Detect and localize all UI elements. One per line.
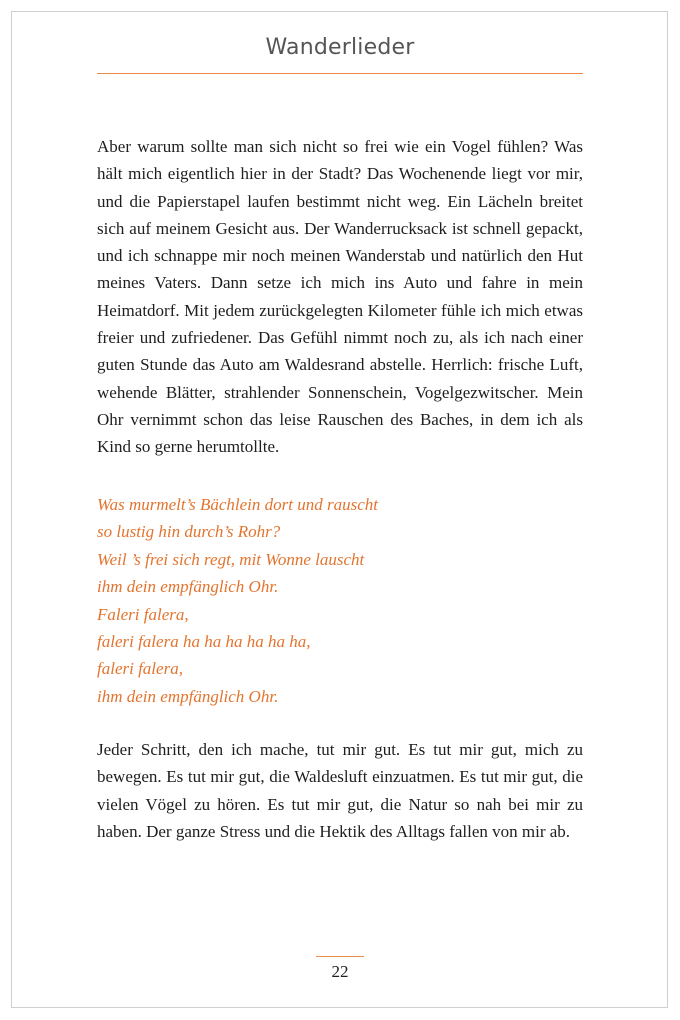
running-header-title: Wanderlieder [265, 35, 415, 60]
body-paragraph-1: Aber warum sollte man sich nicht so frei wie ein Vogel fühlen? Was hält mich eigentlich hier in der Stadt? Das Wochenende liegt vor mir, und die Papierstapel laufen bestimmt nicht weg. Ein Lächeln breitet sich auf meinem Gesicht aus. Der Wanderrucksack ist schnell gepackt, und ich schnappe mir noch meinen Wanderstab und natürlich den Hut meines Vaters. Dann setze ich mich ins Auto und fahre in mein Heimatdorf. Mit jedem zurückgelegten Kilometer fühle ich mich etwas freier und zufriedener. Das Gefühl nimmt noch zu, als ich nach einer guten Stunde das Auto am Waldesrand abstelle. Herrlich: frische Luft, wehende Blätter, strahlender Sonnenschein, Vogelgezwitscher. Mein Ohr vernimmt schon das leise Rauschen des Baches, in dem ich als Kind so gerne herumtollte. [97, 137, 583, 457]
song-line: faleri falera, [97, 659, 183, 679]
song-line: ihm dein empfänglich Ohr. [97, 577, 279, 597]
song-line: Faleri falera, [97, 604, 189, 624]
song-line: Weil ’s frei sich regt, mit Wonne lauscht [97, 549, 365, 569]
body-paragraph-2: Jeder Schritt, den ich mache, tut mir gut. Es tut mir gut, mich zu bewegen. Es tut mir gut, die Waldesluft einzuatmen. Es tut mir gut, die vielen Vögel zu hören. Es tut mir gut, die Natur so nah bei mir zu haben. Der ganze Stress und die Hektik des Alltags fallen von mir ab. [97, 740, 583, 841]
song-line: Was murmelt’s Bächlein dort und rauscht [97, 495, 378, 514]
header-divider [97, 73, 583, 74]
footer-divider [316, 956, 364, 957]
song-lyrics [97, 491, 583, 710]
song-line: so lustig hin durch’s Rohr? [97, 522, 281, 542]
song-line: ihm dein empfänglich Ohr. [97, 686, 279, 706]
page-number: 22 [331, 962, 349, 981]
song-line: faleri falera ha ha ha ha ha ha, [97, 632, 311, 652]
